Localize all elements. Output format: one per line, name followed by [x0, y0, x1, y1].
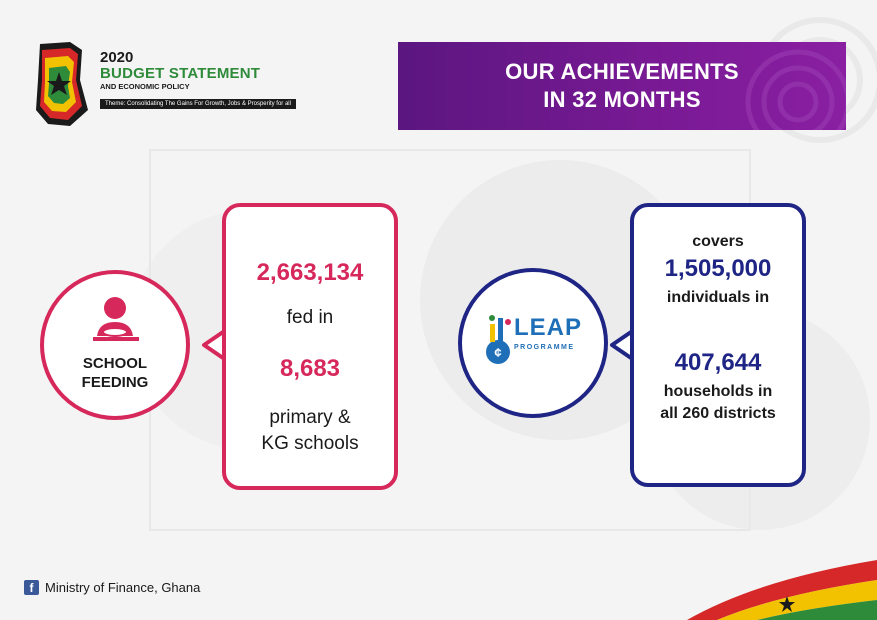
- budget-theme: Theme: Consolidating The Gains For Growth, Jobs & Prosperity for all: [100, 99, 296, 109]
- school-feeding-badge: [40, 270, 190, 420]
- achievements-banner: [398, 42, 846, 130]
- footer-attribution: [24, 580, 200, 595]
- budget-year: 2020: [100, 49, 134, 66]
- banner-line-2: IN 32 MONTHS: [543, 87, 701, 112]
- footer-text: Ministry of Finance, Ghana: [45, 580, 201, 595]
- leap-stats: [630, 203, 806, 487]
- svg-text:¢: ¢: [494, 345, 502, 360]
- children-fed-count: 2,663,134: [256, 259, 364, 286]
- households-count: 407,644: [674, 349, 762, 376]
- facebook-icon: f: [24, 580, 39, 595]
- schools-text-1: primary &: [269, 407, 351, 428]
- budget-title-block: [100, 50, 296, 110]
- school-feeding-label-2: FEEDING: [81, 374, 149, 391]
- fed-in-text: fed in: [286, 307, 334, 328]
- school-feeding-label-1: SCHOOL: [82, 355, 148, 372]
- households-text-1: households in: [663, 383, 773, 400]
- ghana-flag-ribbon: [677, 540, 877, 620]
- covers-text: covers: [692, 233, 744, 250]
- ghana-map-logo: [30, 40, 92, 130]
- school-feeding-stats: [222, 203, 398, 490]
- households-text-2: all 260 districts: [660, 405, 776, 422]
- budget-subtitle: AND ECONOMIC POLICY: [100, 82, 190, 91]
- budget-title: BUDGET STATEMENT: [100, 65, 261, 82]
- schools-count: 8,683: [279, 355, 341, 382]
- leap-logo-subtitle: PROGRAMME: [514, 344, 575, 351]
- schools-text-2: KG schools: [261, 433, 359, 454]
- individuals-text: individuals in: [666, 289, 770, 306]
- individuals-count: 1,505,000: [664, 255, 772, 282]
- leap-badge: [458, 268, 608, 418]
- school-feeding-icon: [91, 296, 141, 344]
- leap-logo-title: LEAP: [514, 314, 583, 341]
- banner-line-1: OUR ACHIEVEMENTS: [505, 59, 739, 84]
